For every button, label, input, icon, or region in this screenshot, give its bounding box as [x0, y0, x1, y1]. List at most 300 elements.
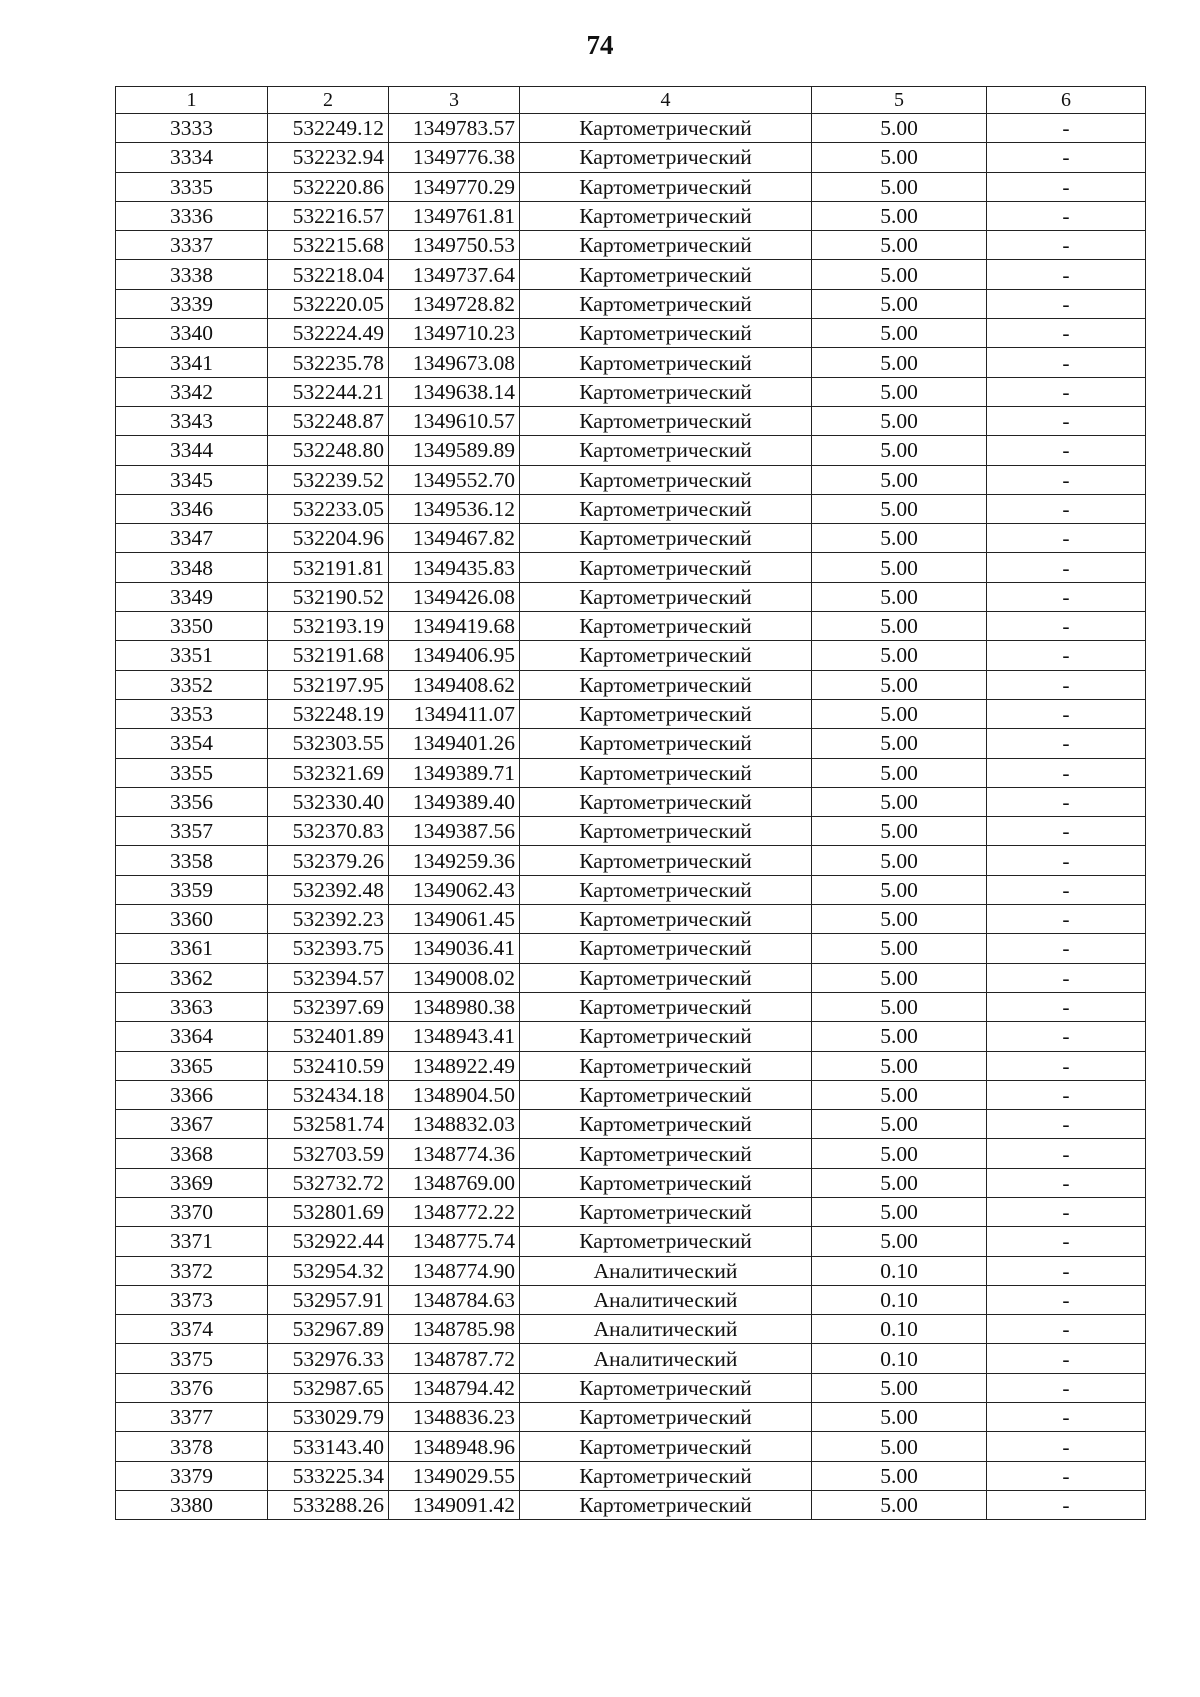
y-coordinate-cell: 1348794.42	[389, 1373, 520, 1402]
x-coordinate-cell: 532922.44	[268, 1227, 389, 1256]
point-number-cell: 3343	[116, 406, 268, 435]
description-cell: -	[987, 1403, 1146, 1432]
method-cell: Картометрический	[520, 260, 812, 289]
point-number-cell: 3359	[116, 875, 268, 904]
y-coordinate-cell: 1349610.57	[389, 406, 520, 435]
description-cell: -	[987, 1373, 1146, 1402]
table-row	[116, 1110, 1146, 1139]
description-cell: -	[987, 436, 1146, 465]
accuracy-cell: 5.00	[812, 260, 987, 289]
description-cell: -	[987, 582, 1146, 611]
x-coordinate-cell: 532190.52	[268, 582, 389, 611]
y-coordinate-cell: 1348785.98	[389, 1315, 520, 1344]
method-cell: Аналитический	[520, 1256, 812, 1285]
y-coordinate-cell: 1348832.03	[389, 1110, 520, 1139]
y-coordinate-cell: 1348980.38	[389, 992, 520, 1021]
table-row	[116, 1051, 1146, 1080]
table-row	[116, 1373, 1146, 1402]
x-coordinate-cell: 532392.23	[268, 905, 389, 934]
y-coordinate-cell: 1348836.23	[389, 1403, 520, 1432]
accuracy-cell: 5.00	[812, 1080, 987, 1109]
method-cell: Картометрический	[520, 963, 812, 992]
x-coordinate-cell: 532248.19	[268, 699, 389, 728]
method-cell: Аналитический	[520, 1344, 812, 1373]
table-row	[116, 1022, 1146, 1051]
y-coordinate-cell: 1348774.36	[389, 1139, 520, 1168]
accuracy-cell: 5.00	[812, 1110, 987, 1139]
x-coordinate-cell: 532235.78	[268, 348, 389, 377]
x-coordinate-cell: 532191.81	[268, 553, 389, 582]
method-cell: Картометрический	[520, 201, 812, 230]
header-cell-2: 2	[268, 87, 389, 114]
x-coordinate-cell: 532801.69	[268, 1197, 389, 1226]
accuracy-cell: 0.10	[812, 1285, 987, 1314]
method-cell: Картометрический	[520, 172, 812, 201]
y-coordinate-cell: 1349411.07	[389, 699, 520, 728]
table-row	[116, 934, 1146, 963]
method-cell: Картометрический	[520, 846, 812, 875]
description-cell: -	[987, 963, 1146, 992]
method-cell: Картометрический	[520, 289, 812, 318]
accuracy-cell: 5.00	[812, 524, 987, 553]
description-cell: -	[987, 348, 1146, 377]
method-cell: Картометрический	[520, 436, 812, 465]
description-cell: -	[987, 553, 1146, 582]
y-coordinate-cell: 1349389.71	[389, 758, 520, 787]
accuracy-cell: 5.00	[812, 641, 987, 670]
coordinates-table	[115, 86, 1146, 1520]
table-row	[116, 670, 1146, 699]
method-cell: Картометрический	[520, 1051, 812, 1080]
accuracy-cell: 5.00	[812, 1168, 987, 1197]
accuracy-cell: 0.10	[812, 1256, 987, 1285]
accuracy-cell: 5.00	[812, 699, 987, 728]
description-cell: -	[987, 1315, 1146, 1344]
table-row	[116, 612, 1146, 641]
table-row	[116, 1227, 1146, 1256]
y-coordinate-cell: 1348772.22	[389, 1197, 520, 1226]
accuracy-cell: 5.00	[812, 289, 987, 318]
y-coordinate-cell: 1349029.55	[389, 1461, 520, 1490]
point-number-cell: 3351	[116, 641, 268, 670]
x-coordinate-cell: 532232.94	[268, 143, 389, 172]
description-cell: -	[987, 1256, 1146, 1285]
point-number-cell: 3365	[116, 1051, 268, 1080]
y-coordinate-cell: 1349408.62	[389, 670, 520, 699]
point-number-cell: 3353	[116, 699, 268, 728]
y-coordinate-cell: 1348784.63	[389, 1285, 520, 1314]
description-cell: -	[987, 846, 1146, 875]
description-cell: -	[987, 699, 1146, 728]
accuracy-cell: 5.00	[812, 905, 987, 934]
description-cell: -	[987, 524, 1146, 553]
y-coordinate-cell: 1349401.26	[389, 729, 520, 758]
x-coordinate-cell: 532321.69	[268, 758, 389, 787]
method-cell: Картометрический	[520, 670, 812, 699]
y-coordinate-cell: 1349750.53	[389, 231, 520, 260]
x-coordinate-cell: 532370.83	[268, 817, 389, 846]
point-number-cell: 3350	[116, 612, 268, 641]
y-coordinate-cell: 1348774.90	[389, 1256, 520, 1285]
x-coordinate-cell: 532401.89	[268, 1022, 389, 1051]
description-cell: -	[987, 1022, 1146, 1051]
x-coordinate-cell: 533029.79	[268, 1403, 389, 1432]
accuracy-cell: 5.00	[812, 1227, 987, 1256]
point-number-cell: 3346	[116, 494, 268, 523]
table-row	[116, 377, 1146, 406]
method-cell: Картометрический	[520, 114, 812, 143]
table-row	[116, 1403, 1146, 1432]
accuracy-cell: 5.00	[812, 992, 987, 1021]
point-number-cell: 3336	[116, 201, 268, 230]
description-cell: -	[987, 494, 1146, 523]
method-cell: Картометрический	[520, 1080, 812, 1109]
accuracy-cell: 5.00	[812, 172, 987, 201]
table-row	[116, 758, 1146, 787]
y-coordinate-cell: 1349419.68	[389, 612, 520, 641]
point-number-cell: 3334	[116, 143, 268, 172]
table-row	[116, 172, 1146, 201]
y-coordinate-cell: 1348922.49	[389, 1051, 520, 1080]
table-row	[116, 641, 1146, 670]
accuracy-cell: 5.00	[812, 1490, 987, 1519]
point-number-cell: 3372	[116, 1256, 268, 1285]
table-row	[116, 1315, 1146, 1344]
point-number-cell: 3378	[116, 1432, 268, 1461]
method-cell: Картометрический	[520, 875, 812, 904]
method-cell: Картометрический	[520, 1432, 812, 1461]
point-number-cell: 3333	[116, 114, 268, 143]
x-coordinate-cell: 532248.87	[268, 406, 389, 435]
method-cell: Картометрический	[520, 1403, 812, 1432]
point-number-cell: 3340	[116, 319, 268, 348]
point-number-cell: 3341	[116, 348, 268, 377]
description-cell: -	[987, 231, 1146, 260]
method-cell: Картометрический	[520, 1490, 812, 1519]
description-cell: -	[987, 641, 1146, 670]
accuracy-cell: 5.00	[812, 494, 987, 523]
method-cell: Картометрический	[520, 348, 812, 377]
method-cell: Картометрический	[520, 1373, 812, 1402]
description-cell: -	[987, 934, 1146, 963]
x-coordinate-cell: 532379.26	[268, 846, 389, 875]
accuracy-cell: 5.00	[812, 553, 987, 582]
method-cell: Аналитический	[520, 1285, 812, 1314]
y-coordinate-cell: 1349426.08	[389, 582, 520, 611]
description-cell: -	[987, 729, 1146, 758]
x-coordinate-cell: 532233.05	[268, 494, 389, 523]
table-row	[116, 465, 1146, 494]
y-coordinate-cell: 1349552.70	[389, 465, 520, 494]
description-cell: -	[987, 1432, 1146, 1461]
accuracy-cell: 5.00	[812, 348, 987, 377]
accuracy-cell: 5.00	[812, 963, 987, 992]
accuracy-cell: 0.10	[812, 1344, 987, 1373]
accuracy-cell: 5.00	[812, 1432, 987, 1461]
x-coordinate-cell: 532393.75	[268, 934, 389, 963]
point-number-cell: 3379	[116, 1461, 268, 1490]
x-coordinate-cell: 532220.05	[268, 289, 389, 318]
x-coordinate-cell: 532392.48	[268, 875, 389, 904]
accuracy-cell: 5.00	[812, 758, 987, 787]
point-number-cell: 3375	[116, 1344, 268, 1373]
point-number-cell: 3366	[116, 1080, 268, 1109]
y-coordinate-cell: 1348787.72	[389, 1344, 520, 1373]
table-row	[116, 817, 1146, 846]
accuracy-cell: 5.00	[812, 1403, 987, 1432]
accuracy-cell: 5.00	[812, 114, 987, 143]
table-row	[116, 494, 1146, 523]
x-coordinate-cell: 532224.49	[268, 319, 389, 348]
accuracy-cell: 5.00	[812, 670, 987, 699]
description-cell: -	[987, 1168, 1146, 1197]
table-row	[116, 348, 1146, 377]
x-coordinate-cell: 532303.55	[268, 729, 389, 758]
accuracy-cell: 5.00	[812, 319, 987, 348]
point-number-cell: 3348	[116, 553, 268, 582]
method-cell: Картометрический	[520, 612, 812, 641]
method-cell: Картометрический	[520, 992, 812, 1021]
point-number-cell: 3337	[116, 231, 268, 260]
y-coordinate-cell: 1349389.40	[389, 787, 520, 816]
y-coordinate-cell: 1349770.29	[389, 172, 520, 201]
header-cell-1: 1	[116, 87, 268, 114]
description-cell: -	[987, 172, 1146, 201]
method-cell: Картометрический	[520, 1110, 812, 1139]
method-cell: Картометрический	[520, 729, 812, 758]
table-row	[116, 1168, 1146, 1197]
accuracy-cell: 5.00	[812, 465, 987, 494]
accuracy-cell: 5.00	[812, 436, 987, 465]
x-coordinate-cell: 532434.18	[268, 1080, 389, 1109]
table-row	[116, 699, 1146, 728]
accuracy-cell: 5.00	[812, 201, 987, 230]
description-cell: -	[987, 1197, 1146, 1226]
accuracy-cell: 5.00	[812, 875, 987, 904]
description-cell: -	[987, 260, 1146, 289]
point-number-cell: 3349	[116, 582, 268, 611]
description-cell: -	[987, 612, 1146, 641]
description-cell: -	[987, 1139, 1146, 1168]
method-cell: Картометрический	[520, 406, 812, 435]
x-coordinate-cell: 532954.32	[268, 1256, 389, 1285]
method-cell: Картометрический	[520, 582, 812, 611]
table-row	[116, 875, 1146, 904]
point-number-cell: 3363	[116, 992, 268, 1021]
point-number-cell: 3345	[116, 465, 268, 494]
x-coordinate-cell: 532703.59	[268, 1139, 389, 1168]
table-row	[116, 231, 1146, 260]
table-row	[116, 992, 1146, 1021]
y-coordinate-cell: 1348943.41	[389, 1022, 520, 1051]
table-row	[116, 319, 1146, 348]
description-cell: -	[987, 1490, 1146, 1519]
header-cell-6: 6	[987, 87, 1146, 114]
point-number-cell: 3371	[116, 1227, 268, 1256]
accuracy-cell: 5.00	[812, 1197, 987, 1226]
description-cell: -	[987, 905, 1146, 934]
accuracy-cell: 5.00	[812, 1051, 987, 1080]
accuracy-cell: 5.00	[812, 406, 987, 435]
y-coordinate-cell: 1348948.96	[389, 1432, 520, 1461]
point-number-cell: 3347	[116, 524, 268, 553]
x-coordinate-cell: 532220.86	[268, 172, 389, 201]
table-row	[116, 1285, 1146, 1314]
table-row	[116, 406, 1146, 435]
method-cell: Картометрический	[520, 377, 812, 406]
x-coordinate-cell: 532732.72	[268, 1168, 389, 1197]
method-cell: Картометрический	[520, 524, 812, 553]
x-coordinate-cell: 532581.74	[268, 1110, 389, 1139]
method-cell: Картометрический	[520, 641, 812, 670]
x-coordinate-cell: 533225.34	[268, 1461, 389, 1490]
x-coordinate-cell: 532244.21	[268, 377, 389, 406]
method-cell: Картометрический	[520, 1197, 812, 1226]
x-coordinate-cell: 532193.19	[268, 612, 389, 641]
method-cell: Картометрический	[520, 817, 812, 846]
table-row	[116, 289, 1146, 318]
x-coordinate-cell: 532410.59	[268, 1051, 389, 1080]
description-cell: -	[987, 201, 1146, 230]
y-coordinate-cell: 1349638.14	[389, 377, 520, 406]
point-number-cell: 3344	[116, 436, 268, 465]
header-cell-5: 5	[812, 87, 987, 114]
y-coordinate-cell: 1349761.81	[389, 201, 520, 230]
point-number-cell: 3358	[116, 846, 268, 875]
point-number-cell: 3360	[116, 905, 268, 934]
x-coordinate-cell: 532218.04	[268, 260, 389, 289]
table-row	[116, 1461, 1146, 1490]
description-cell: -	[987, 377, 1146, 406]
table-row	[116, 143, 1146, 172]
point-number-cell: 3377	[116, 1403, 268, 1432]
table-row	[116, 729, 1146, 758]
method-cell: Картометрический	[520, 758, 812, 787]
accuracy-cell: 0.10	[812, 1315, 987, 1344]
point-number-cell: 3374	[116, 1315, 268, 1344]
header-cell-3: 3	[389, 87, 520, 114]
description-cell: -	[987, 1110, 1146, 1139]
table-row	[116, 524, 1146, 553]
table-row	[116, 1490, 1146, 1519]
y-coordinate-cell: 1349062.43	[389, 875, 520, 904]
description-cell: -	[987, 817, 1146, 846]
table-row	[116, 846, 1146, 875]
table-row	[116, 905, 1146, 934]
table-row	[116, 1080, 1146, 1109]
y-coordinate-cell: 1349008.02	[389, 963, 520, 992]
method-cell: Картометрический	[520, 1139, 812, 1168]
accuracy-cell: 5.00	[812, 787, 987, 816]
method-cell: Картометрический	[520, 787, 812, 816]
description-cell: -	[987, 143, 1146, 172]
y-coordinate-cell: 1349435.83	[389, 553, 520, 582]
point-number-cell: 3362	[116, 963, 268, 992]
y-coordinate-cell: 1349036.41	[389, 934, 520, 963]
x-coordinate-cell: 533143.40	[268, 1432, 389, 1461]
x-coordinate-cell: 532216.57	[268, 201, 389, 230]
description-cell: -	[987, 289, 1146, 318]
accuracy-cell: 5.00	[812, 817, 987, 846]
method-cell: Картометрический	[520, 1461, 812, 1490]
point-number-cell: 3338	[116, 260, 268, 289]
point-number-cell: 3380	[116, 1490, 268, 1519]
table-row	[116, 553, 1146, 582]
accuracy-cell: 5.00	[812, 582, 987, 611]
y-coordinate-cell: 1349061.45	[389, 905, 520, 934]
method-cell: Картометрический	[520, 699, 812, 728]
description-cell: -	[987, 1461, 1146, 1490]
method-cell: Картометрический	[520, 905, 812, 934]
x-coordinate-cell: 533288.26	[268, 1490, 389, 1519]
y-coordinate-cell: 1349737.64	[389, 260, 520, 289]
y-coordinate-cell: 1349776.38	[389, 143, 520, 172]
point-number-cell: 3370	[116, 1197, 268, 1226]
description-cell: -	[987, 670, 1146, 699]
description-cell: -	[987, 1051, 1146, 1080]
point-number-cell: 3364	[116, 1022, 268, 1051]
description-cell: -	[987, 1285, 1146, 1314]
y-coordinate-cell: 1349406.95	[389, 641, 520, 670]
description-cell: -	[987, 1227, 1146, 1256]
point-number-cell: 3357	[116, 817, 268, 846]
accuracy-cell: 5.00	[812, 377, 987, 406]
x-coordinate-cell: 532967.89	[268, 1315, 389, 1344]
x-coordinate-cell: 532330.40	[268, 787, 389, 816]
description-cell: -	[987, 406, 1146, 435]
table-row	[116, 787, 1146, 816]
y-coordinate-cell: 1349728.82	[389, 289, 520, 318]
table-row	[116, 1344, 1146, 1373]
table-row	[116, 260, 1146, 289]
description-cell: -	[987, 1344, 1146, 1373]
y-coordinate-cell: 1349589.89	[389, 436, 520, 465]
x-coordinate-cell: 532976.33	[268, 1344, 389, 1373]
method-cell: Картометрический	[520, 465, 812, 494]
description-cell: -	[987, 1080, 1146, 1109]
header-cell-4: 4	[520, 87, 812, 114]
y-coordinate-cell: 1349467.82	[389, 524, 520, 553]
method-cell: Картометрический	[520, 934, 812, 963]
accuracy-cell: 5.00	[812, 1461, 987, 1490]
method-cell: Картометрический	[520, 1168, 812, 1197]
description-cell: -	[987, 758, 1146, 787]
accuracy-cell: 5.00	[812, 1139, 987, 1168]
accuracy-cell: 5.00	[812, 1373, 987, 1402]
table-row	[116, 963, 1146, 992]
method-cell: Картометрический	[520, 143, 812, 172]
description-cell: -	[987, 875, 1146, 904]
x-coordinate-cell: 532397.69	[268, 992, 389, 1021]
x-coordinate-cell: 532394.57	[268, 963, 389, 992]
table-row	[116, 1139, 1146, 1168]
x-coordinate-cell: 532249.12	[268, 114, 389, 143]
x-coordinate-cell: 532248.80	[268, 436, 389, 465]
accuracy-cell: 5.00	[812, 729, 987, 758]
method-cell: Картометрический	[520, 319, 812, 348]
accuracy-cell: 5.00	[812, 846, 987, 875]
y-coordinate-cell: 1348769.00	[389, 1168, 520, 1197]
description-cell: -	[987, 787, 1146, 816]
method-cell: Картометрический	[520, 1227, 812, 1256]
x-coordinate-cell: 532987.65	[268, 1373, 389, 1402]
table-row	[116, 201, 1146, 230]
point-number-cell: 3335	[116, 172, 268, 201]
y-coordinate-cell: 1349673.08	[389, 348, 520, 377]
method-cell: Картометрический	[520, 1022, 812, 1051]
y-coordinate-cell: 1349710.23	[389, 319, 520, 348]
accuracy-cell: 5.00	[812, 231, 987, 260]
